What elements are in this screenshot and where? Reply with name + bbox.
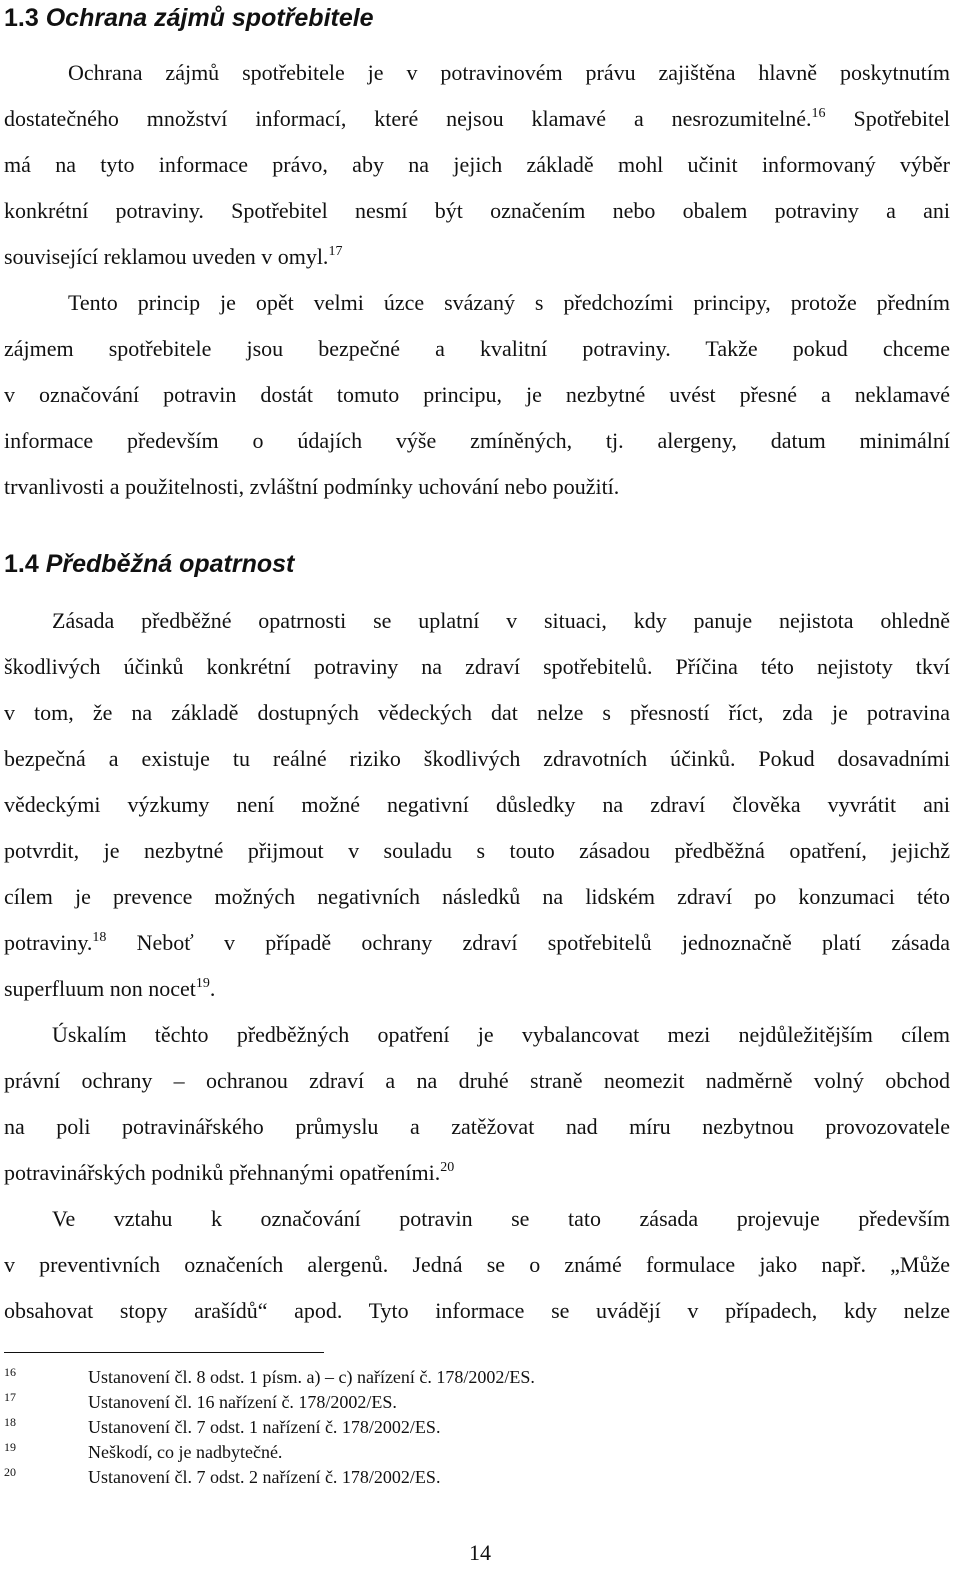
paragraph-line: v tom, že na základě dostupných vědeckých dat nelze s přesností říct, zda je potravina (4, 700, 950, 725)
paragraph-line: Ochrana zájmů spotřebitele je v potravinovém právu zajištěna hlavně poskytnutím (68, 60, 950, 85)
paragraph-line: trvanlivosti a použitelnosti, zvláštní podmínky uchování nebo použití. (4, 474, 620, 499)
section-heading-1-4 (4, 548, 294, 580)
footnote-ref: 17 (328, 244, 343, 259)
paragraph-line: v preventivních označeních alergenů. Jedná se o známé formulace jako např. „Může (4, 1252, 950, 1277)
footnote-text: Neškodí, co je nadbytečné. (88, 1442, 283, 1462)
footnote-text: Ustanovení čl. 16 nařízení č. 178/2002/ES. (88, 1392, 397, 1412)
paragraph-line (4, 928, 950, 958)
paragraph-line: Úskalím těchto předběžných opatření je vybalancovat mezi nejdůležitějším cílem (52, 1022, 950, 1047)
text-run: . (209, 976, 216, 1001)
paragraph-line: Tento princip je opět velmi úzce svázaný s předchozími principy, protože předním (68, 290, 950, 315)
footnote-number: 20 (4, 1465, 16, 1479)
footnote-ref: 19 (195, 976, 210, 991)
heading-number: 1.3 (4, 4, 39, 32)
paragraph-line: Ve vztahu k označování potravin se tato zásada projevuje především (52, 1206, 950, 1231)
text-run: související reklamou uveden v omyl. (4, 244, 329, 269)
footnote-ref: 18 (92, 930, 107, 945)
footnote-text: Ustanovení čl. 7 odst. 2 nařízení č. 178/2002/ES. (88, 1467, 441, 1487)
footnote-text: Ustanovení čl. 8 odst. 1 písm. a) – c) nařízení č. 178/2002/ES. (88, 1367, 535, 1387)
section-heading-1-3 (4, 2, 374, 34)
paragraph-line: vědeckými výzkumy není možné negativní důsledky na zdraví člověka vyvrátit ani (4, 792, 950, 817)
paragraph-line: zájmem spotřebitele jsou bezpečné a kvalitní potraviny. Takže pokud chceme (4, 336, 950, 361)
paragraph-line: cílem je prevence možných negativních následků na lidském zdraví po konzumaci této (4, 884, 950, 909)
paragraph-line: právní ochrany – ochranou zdraví a na druhé straně neomezit nadměrně volný obchod (4, 1068, 950, 1093)
text-run: potraviny. (4, 930, 93, 955)
paragraph-line: obsahovat stopy arašídů“ apod. Tyto informace se uvádějí v případech, kdy nelze (4, 1298, 950, 1323)
paragraph-line (4, 242, 950, 272)
footnote-ref: 16 (811, 106, 826, 121)
footnote-number: 17 (4, 1390, 16, 1404)
paragraph-line (4, 104, 950, 134)
paragraph-line: Zásada předběžné opatrnosti se uplatní v situaci, kdy panuje nejistota ohledně (52, 608, 950, 633)
footnote-ref: 20 (440, 1160, 455, 1175)
text-run: Spotřebitel (853, 106, 950, 131)
paragraph-line: v označování potravin dostát tomuto principu, je nezbytné uvést přesné a neklamavé (4, 382, 950, 407)
text-run: Neboť v případě ochrany zdraví spotřebitelů jednoznačně platí zásada (136, 930, 950, 955)
paragraph-line (4, 1158, 950, 1188)
text-run: superfluum non nocet (4, 976, 196, 1001)
heading-title: Ochrana zájmů spotřebitele (45, 4, 374, 32)
paragraph-line: informace především o údajích výše zmíněných, tj. alergeny, datum minimální (4, 428, 950, 453)
paragraph-line: na poli potravinářského průmyslu a zatěžovat nad míru nezbytnou provozovatele (4, 1114, 950, 1139)
footnote-separator (4, 1352, 324, 1353)
footnote-number: 16 (4, 1365, 16, 1379)
footnote-number: 19 (4, 1440, 16, 1454)
paragraph-line: bezpečná a existuje tu reálné riziko škodlivých zdravotních účinků. Pokud dosavadními (4, 746, 950, 771)
page-number: 14 (469, 1540, 491, 1565)
heading-title: Předběžná opatrnost (45, 550, 295, 578)
paragraph-line (4, 974, 950, 1004)
paragraph-line: konkrétní potraviny. Spotřebitel nesmí být označením nebo obalem potraviny a ani (4, 198, 950, 223)
heading-number: 1.4 (4, 550, 39, 578)
paragraph-line: škodlivých účinků konkrétní potraviny na zdraví spotřebitelů. Příčina této nejistoty tkví (4, 654, 950, 679)
paragraph-line: potvrdit, je nezbytné přijmout v souladu s touto zásadou předběžná opatření, jejichž (4, 838, 950, 863)
text-run: potravinářských podniků přehnanými opatřeními. (4, 1160, 441, 1185)
footnote-text: Ustanovení čl. 7 odst. 1 nařízení č. 178/2002/ES. (88, 1417, 441, 1437)
paragraph-line: má na tyto informace právo, aby na jejich základě mohl učinit informovaný výběr (4, 152, 950, 177)
footnote-number: 18 (4, 1415, 16, 1429)
text-run: dostatečného množství informací, které nejsou klamavé a nesrozumitelné. (4, 106, 812, 131)
